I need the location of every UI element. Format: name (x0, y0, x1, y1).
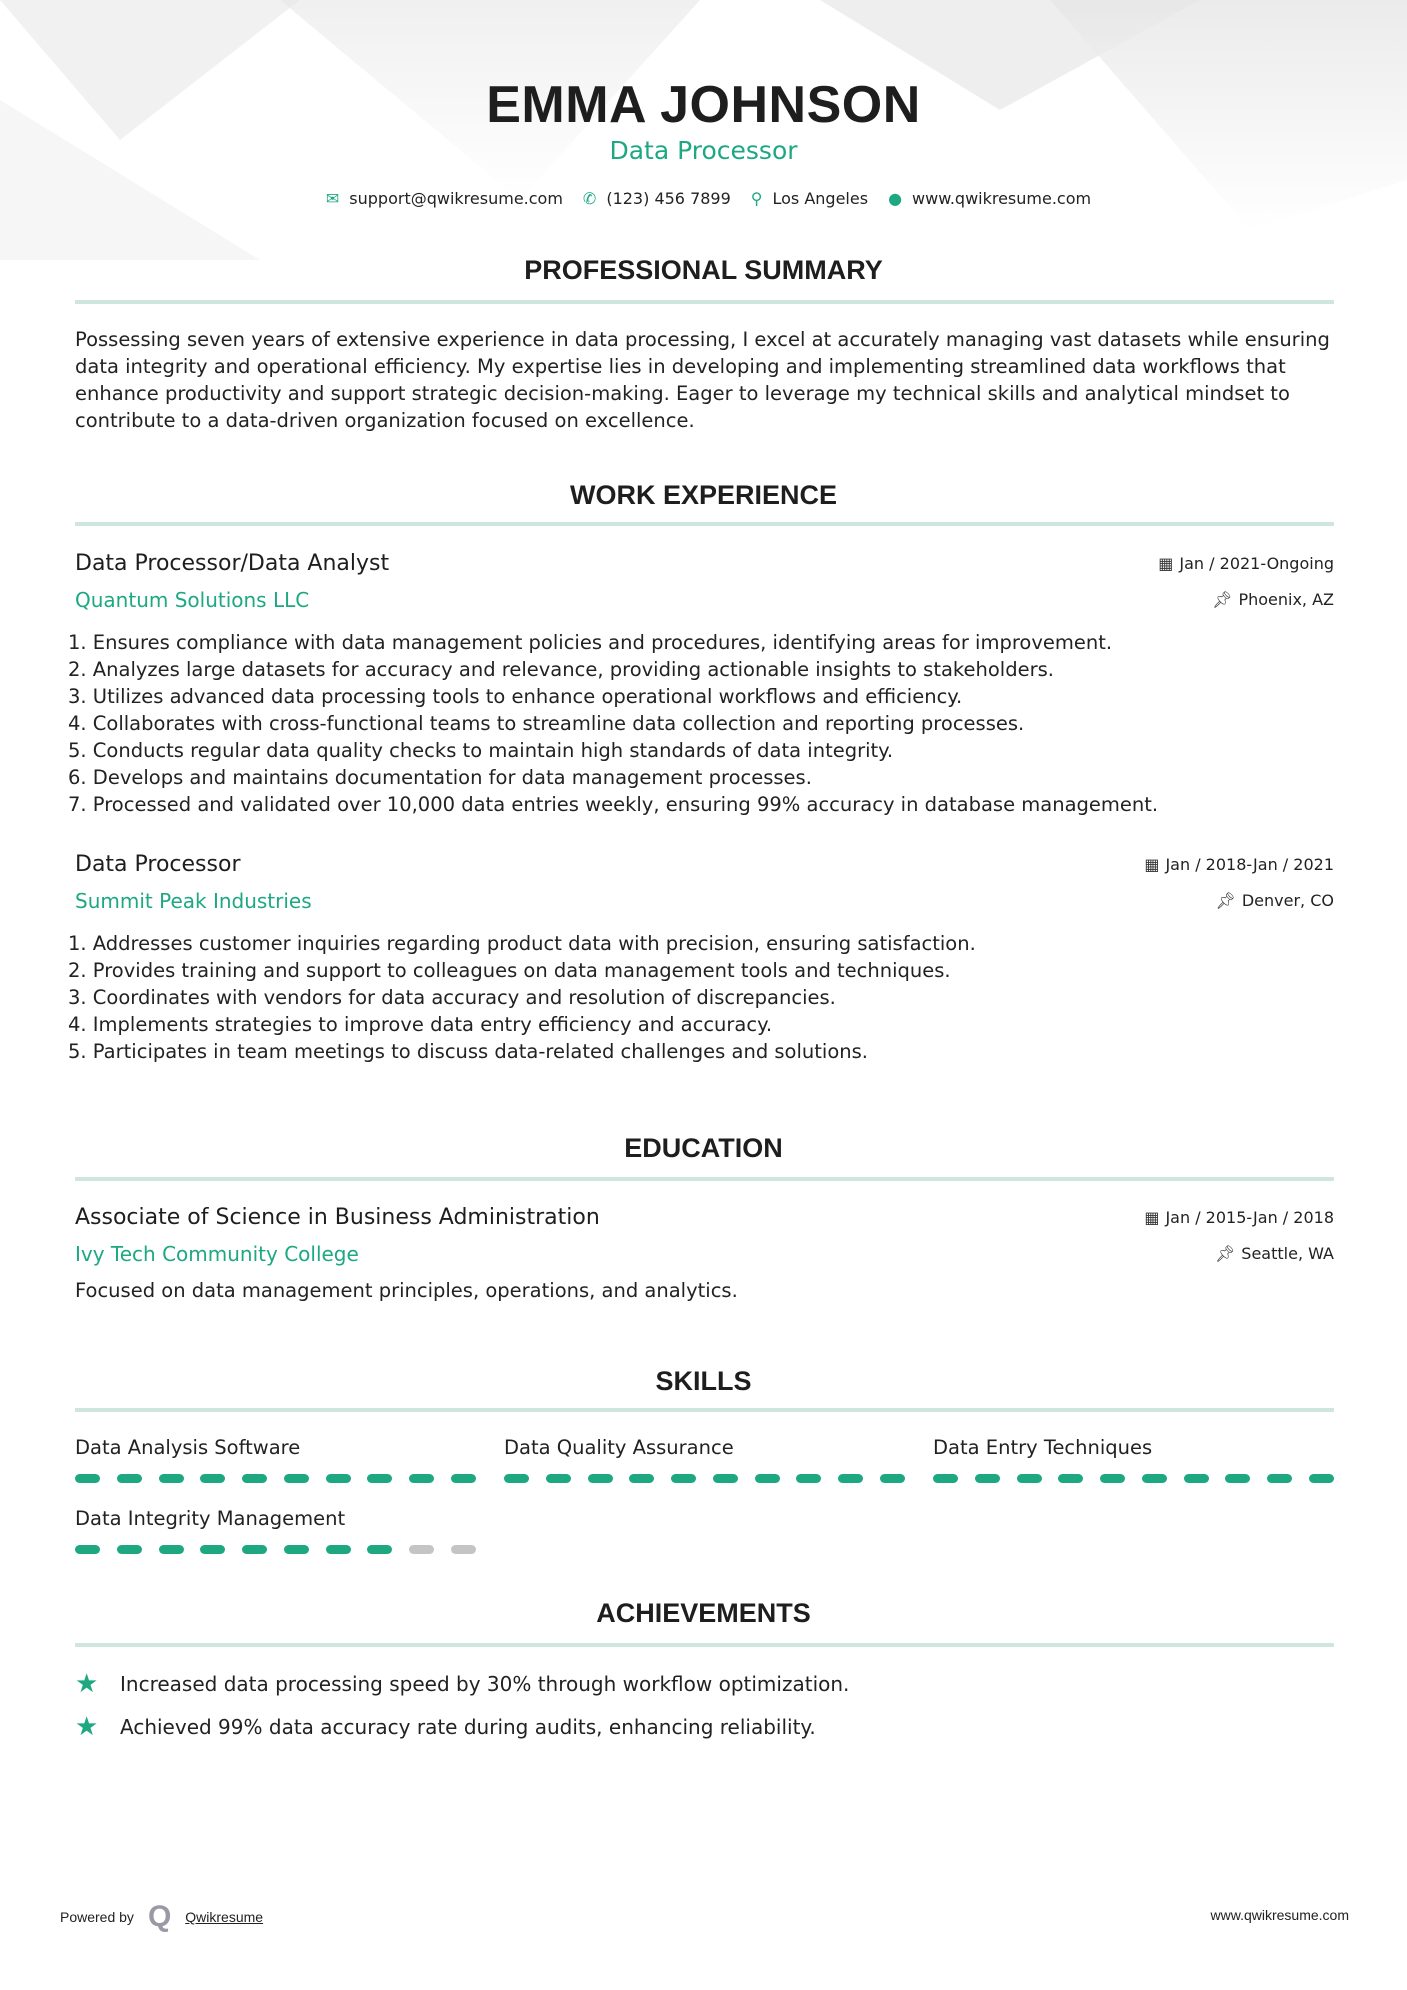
degree: Associate of Science in Business Administration (75, 1205, 600, 1230)
star-icon: ★ (75, 1712, 99, 1742)
job-header (75, 850, 1334, 880)
rating-dash-filled (1017, 1474, 1042, 1483)
rating-dash-filled (588, 1474, 613, 1483)
pin-icon: 📌︎ (1215, 891, 1236, 910)
calendar-icon: ▦ (1158, 554, 1174, 573)
skill-item (504, 1434, 905, 1483)
pin-icon: 📌︎ (1214, 1244, 1236, 1263)
contact-website[interactable]: www.qwikresume.com (912, 189, 1092, 208)
job-company: Quantum Solutions LLC (75, 588, 310, 612)
rating-dash-filled (1225, 1474, 1250, 1483)
rating-dash-filled (504, 1474, 529, 1483)
globe-icon: ● (888, 189, 903, 208)
rating-dash-filled (546, 1474, 571, 1483)
achievements-heading: ACHIEVEMENTS (596, 1598, 811, 1628)
rating-dash-filled (242, 1474, 267, 1483)
contact-location: Los Angeles (772, 189, 869, 208)
list-item: 6. Develops and maintains documentation for data management processes. (68, 766, 812, 789)
rating-dash-filled (326, 1474, 351, 1483)
skill-rating (75, 1474, 476, 1483)
rating-dash-filled (284, 1474, 309, 1483)
summary-heading: PROFESSIONAL SUMMARY (524, 255, 883, 285)
rating-dash-filled (117, 1474, 142, 1483)
job-header (75, 549, 1334, 579)
rating-dash-filled (117, 1545, 142, 1554)
list-item: 7. Processed and validated over 10,000 data entries weekly, ensuring 99% accuracy in database management. (68, 793, 1159, 816)
rating-dash-filled (1142, 1474, 1167, 1483)
job-date: Jan / 2021-Ongoing (1179, 554, 1334, 573)
section-divider (75, 1177, 1334, 1181)
star-icon: ★ (75, 1669, 99, 1699)
list-item: 2. Analyzes large datasets for accuracy and relevance, providing actionable insights to stakeholders. (68, 658, 1054, 681)
qwikresume-logo-icon: Q (147, 1900, 172, 1933)
rating-dash-filled (975, 1474, 1000, 1483)
rating-dash-filled (451, 1474, 476, 1483)
rating-dash-filled (1100, 1474, 1125, 1483)
job-date: Jan / 2018-Jan / 2021 (1165, 855, 1334, 874)
contact-email[interactable]: support@qwikresume.com (349, 189, 563, 208)
skill-rating (504, 1474, 905, 1483)
rating-dash-filled (713, 1474, 738, 1483)
rating-dash-filled (159, 1545, 184, 1554)
education-subheader (75, 1240, 1334, 1268)
list-item: 4. Implements strategies to improve data entry efficiency and accuracy. (68, 1013, 773, 1036)
rating-dash-filled (1309, 1474, 1334, 1483)
list-item: 4. Collaborates with cross-functional teams to streamline data collection and reporting processes. (68, 712, 1025, 735)
rating-dash-filled (367, 1474, 392, 1483)
contact-bar (0, 188, 1407, 210)
job-location: Phoenix, AZ (1238, 590, 1334, 609)
list-item: 1. Addresses customer inquiries regarding product data with precision, ensuring satisfaction. (68, 932, 976, 955)
section-divider (75, 522, 1334, 526)
rating-dash-filled (200, 1545, 225, 1554)
work-heading: WORK EXPERIENCE (569, 480, 838, 510)
summary-text: Possessing seven years of extensive experience in data processing, I excel at accurately managing vast datasets while ensuring data integrity and operational efficiency. My expertise lies in developing and implementing streamlined data workflows that enhance productivity and support strategic decision-making. Eager to leverage my technical skills and analytical mindset to contribute to a data-driven organization focused on excellence. (75, 328, 1330, 432)
rating-dash-filled (75, 1474, 100, 1483)
section-divider (75, 1643, 1334, 1647)
calendar-icon: ▦ (1144, 1208, 1160, 1227)
envelope-icon: ✉ (325, 189, 340, 208)
rating-dash-filled (242, 1545, 267, 1554)
job-subheader (75, 887, 1334, 915)
rating-dash-filled (200, 1474, 225, 1483)
skill-name: Data Analysis Software (75, 1436, 301, 1459)
education-description: Focused on data management principles, operations, and analytics. (75, 1279, 738, 1302)
rating-dash-filled (796, 1474, 821, 1483)
list-item: 1. Ensures compliance with data management policies and procedures, identifying areas for improvement. (68, 631, 1113, 654)
school: Ivy Tech Community College (75, 1242, 359, 1266)
section-divider (75, 1408, 1334, 1412)
rating-dash-empty (409, 1545, 434, 1554)
job-title: Data Processor (75, 852, 241, 877)
rating-dash-filled (933, 1474, 958, 1483)
section-divider (75, 300, 1334, 304)
rating-dash-filled (75, 1545, 100, 1554)
rating-dash-filled (1058, 1474, 1083, 1483)
candidate-name: EMMA JOHNSON (486, 76, 921, 134)
skill-item (75, 1434, 476, 1483)
education-date: Jan / 2015-Jan / 2018 (1165, 1208, 1334, 1227)
rating-dash-filled (1184, 1474, 1209, 1483)
achievement-item (75, 1670, 849, 1698)
list-item: 2. Provides training and support to colleagues on data management tools and techniques. (68, 959, 951, 982)
achievement-item (75, 1713, 816, 1741)
rating-dash-filled (629, 1474, 654, 1483)
skill-name: Data Integrity Management (75, 1507, 346, 1530)
achievement-text: Increased data processing speed by 30% through workflow optimization. (120, 1672, 850, 1696)
rating-dash-filled (409, 1474, 434, 1483)
rating-dash-filled (1267, 1474, 1292, 1483)
job-bullets (68, 930, 1338, 1065)
qwikresume-link[interactable]: Qwikresume (185, 1909, 264, 1925)
job-subheader (75, 586, 1334, 614)
education-header (75, 1203, 1334, 1233)
list-item: 3. Coordinates with vendors for data accuracy and resolution of discrepancies. (68, 986, 836, 1009)
rating-dash-filled (838, 1474, 863, 1483)
skill-rating (933, 1474, 1334, 1483)
rating-dash-filled (880, 1474, 905, 1483)
skill-name: Data Quality Assurance (504, 1436, 734, 1459)
list-item: 3. Utilizes advanced data processing tools to enhance operational workflows and efficiency. (68, 685, 963, 708)
job-location: Denver, CO (1241, 891, 1334, 910)
map-pin-icon: ⚲ (750, 189, 763, 208)
rating-dash-filled (284, 1545, 309, 1554)
skills-grid (75, 1434, 1334, 1554)
rating-dash-filled (326, 1545, 351, 1554)
rating-dash-filled (159, 1474, 184, 1483)
skill-item (933, 1434, 1334, 1483)
rating-dash-empty (451, 1545, 476, 1554)
list-item: 5. Conducts regular data quality checks to maintain high standards of data integrity. (68, 739, 894, 762)
skill-rating (75, 1545, 476, 1554)
footer-powered (60, 1900, 263, 1934)
calendar-icon: ▦ (1144, 855, 1160, 874)
education-location: Seattle, WA (1241, 1244, 1334, 1263)
list-item: 5. Participates in team meetings to discuss data-related challenges and solutions. (68, 1040, 868, 1063)
rating-dash-filled (367, 1545, 392, 1554)
phone-icon: ✆ (582, 189, 597, 208)
achievement-text: Achieved 99% data accuracy rate during audits, enhancing reliability. (120, 1715, 816, 1739)
job-title: Data Processor/Data Analyst (75, 551, 390, 576)
skill-item (75, 1505, 476, 1554)
job-bullets (68, 629, 1338, 818)
powered-by-label: Powered by (60, 1909, 134, 1925)
skill-name: Data Entry Techniques (933, 1436, 1153, 1459)
contact-phone: (123) 456 7899 (606, 189, 731, 208)
education-heading: EDUCATION (624, 1133, 783, 1163)
rating-dash-filled (755, 1474, 780, 1483)
candidate-title: Data Processor (609, 136, 798, 165)
pin-icon: 📌︎ (1212, 590, 1233, 609)
rating-dash-filled (671, 1474, 696, 1483)
job-company: Summit Peak Industries (75, 889, 312, 913)
skills-heading: SKILLS (655, 1366, 752, 1396)
footer-website[interactable]: www.qwikresume.com (1210, 1907, 1349, 1923)
